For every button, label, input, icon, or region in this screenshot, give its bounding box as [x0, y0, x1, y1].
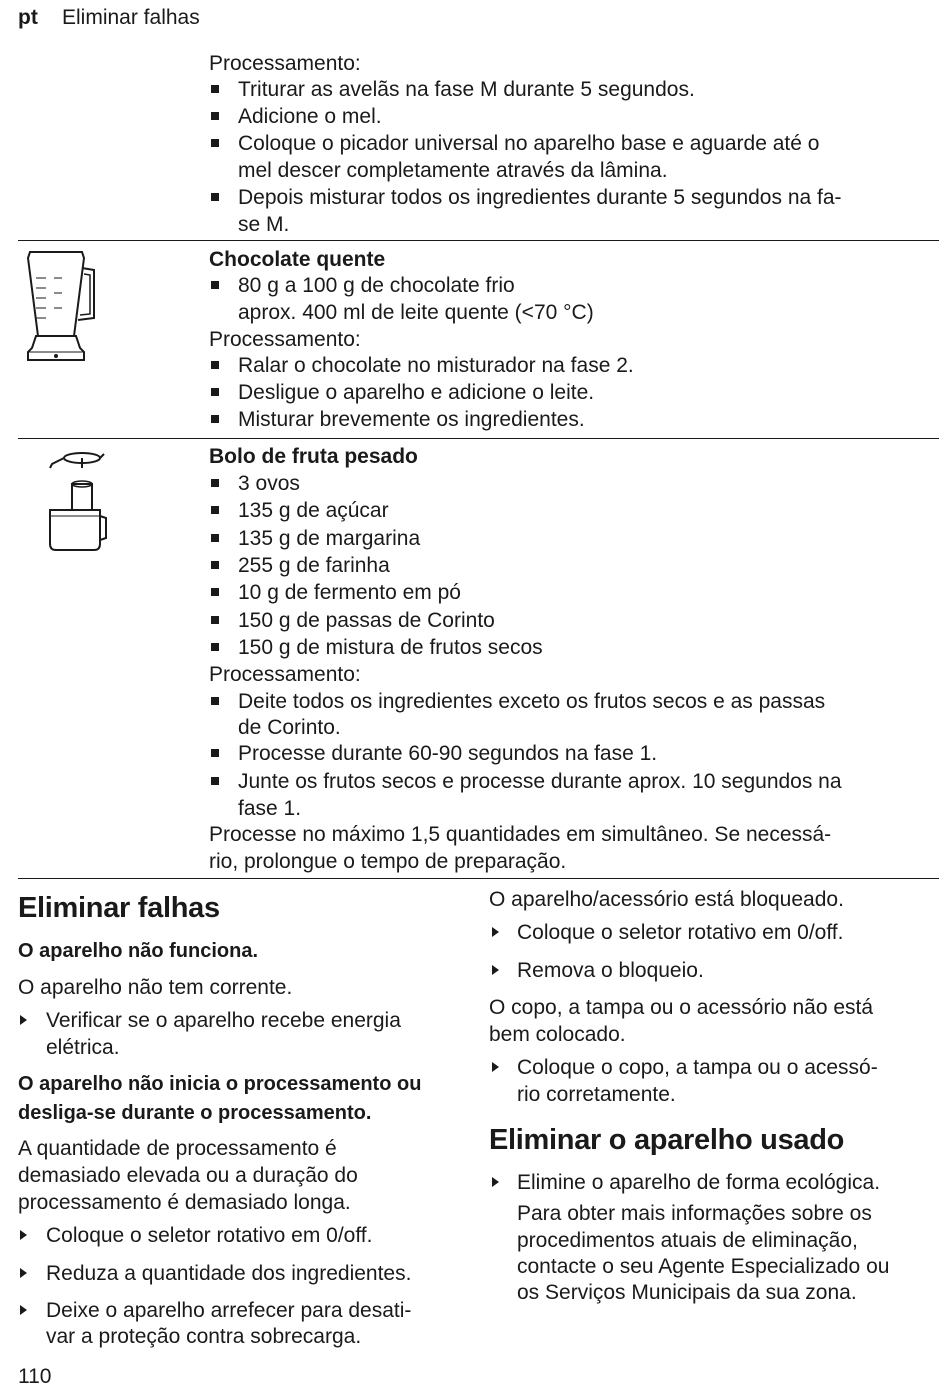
recipe-step: Triturar as avelãs na fase M durante 5 segundos. [238, 78, 695, 101]
bullet-square-icon [211, 479, 219, 487]
arrow-bullet-icon [20, 1230, 27, 1240]
bullet-square-icon [211, 561, 219, 569]
arrow-bullet-icon [492, 1062, 499, 1072]
recipe-step-continued: de Corinto. [238, 716, 341, 739]
ingredient: aprox. 400 ml de leite quente (<70 °C) [238, 301, 594, 324]
fault-action: Coloque o copo, a tampa ou o acessó- [517, 1056, 878, 1079]
recipe-step-continued: fase 1. [238, 797, 302, 820]
fault-action: Verificar se o aparelho recebe energia [46, 1009, 401, 1032]
recipe-step: Adicione o mel. [238, 105, 382, 128]
disposal-info: contacte o seu Agente Especializado ou [517, 1255, 890, 1278]
arrow-bullet-icon [492, 965, 499, 975]
bullet-square-icon [211, 193, 219, 201]
ingredient: 3 ovos [238, 472, 300, 495]
fault-action-continued: var a proteção contra sobrecarga. [46, 1325, 362, 1348]
arrow-bullet-icon [492, 1177, 499, 1187]
ingredient: 80 g a 100 g de chocolate frio [238, 274, 515, 297]
section-divider [18, 438, 939, 439]
fault-action: Coloque o seletor rotativo em 0/off. [517, 921, 844, 944]
disposal-action: Elimine o aparelho de forma ecológica. [517, 1171, 881, 1194]
page-number: 110 [18, 1365, 52, 1388]
fault-heading: O aparelho não inicia o processamento ou [18, 1073, 422, 1095]
fault-action: Reduza a quantidade dos ingredientes. [46, 1262, 412, 1285]
recipe-note: rio, prolongue o tempo de preparação. [209, 850, 567, 873]
bullet-square-icon [211, 749, 219, 757]
bullet-square-icon [211, 697, 219, 705]
fault-cause: A quantidade de processamento é [18, 1137, 337, 1160]
bullet-square-icon [211, 112, 219, 120]
arrow-bullet-icon [20, 1015, 27, 1025]
recipe-step: Ralar o chocolate no misturador na fase 2. [238, 354, 634, 377]
bullet-square-icon [211, 415, 219, 423]
bullet-square-icon [211, 534, 219, 542]
bullet-square-icon [211, 506, 219, 514]
blender-jug-icon [22, 248, 102, 368]
fault-cause-continued: processamento é demasiado longa. [18, 1191, 351, 1214]
bullet-square-icon [211, 643, 219, 651]
recipe-note: Processe no máximo 1,5 quantidades em simultâneo. Se necessá- [209, 823, 832, 846]
arrow-bullet-icon [492, 927, 499, 937]
fault-cause-continued: demasiado elevada ou a duração do [18, 1164, 358, 1187]
processing-label: Processamento: [209, 328, 361, 351]
disposal-info: os Serviços Municipais da sua zona. [517, 1281, 857, 1304]
bullet-square-icon [211, 777, 219, 785]
running-header-title: Eliminar falhas [62, 6, 200, 29]
section-divider [18, 240, 939, 241]
fault-cause: O aparelho/acessório está bloqueado. [489, 888, 844, 911]
food-processor-bowl-icon [44, 444, 110, 556]
recipe-step: Misturar brevemente os ingredientes. [238, 408, 585, 431]
disposal-info: procedimentos atuais de eliminação, [517, 1229, 858, 1252]
recipe-step: Coloque o picador universal no aparelho base e aguarde até o [238, 132, 820, 155]
arrow-bullet-icon [20, 1268, 27, 1278]
section-divider [18, 878, 939, 879]
bullet-square-icon [211, 139, 219, 147]
fault-heading: O aparelho não funciona. [18, 940, 259, 962]
ingredient: 255 g de farinha [238, 554, 390, 577]
bullet-square-icon [211, 388, 219, 396]
processing-label: Processamento: [209, 663, 361, 686]
bullet-square-icon [211, 588, 219, 596]
fault-cause-continued: bem colocado. [489, 1023, 626, 1046]
fault-heading-continued: desliga-se durante o processamento. [18, 1102, 372, 1124]
recipe-step-continued: mel descer completamente através da lâmina. [238, 159, 668, 182]
fault-cause: O copo, a tampa ou o acessório não está [489, 996, 874, 1019]
processing-label: Processamento: [209, 52, 361, 75]
recipe-step: Desligue o aparelho e adicione o leite. [238, 381, 595, 404]
section-title: Eliminar o aparelho usado [489, 1124, 845, 1156]
arrow-bullet-icon [20, 1305, 27, 1315]
fault-action: Deixe o aparelho arrefecer para desati- [46, 1299, 412, 1322]
fault-action: Coloque o seletor rotativo em 0/off. [46, 1224, 373, 1247]
ingredient: 150 g de mistura de frutos secos [238, 636, 543, 659]
recipe-step: Junte os frutos secos e processe durante aprox. 10 segundos na [238, 770, 842, 793]
fault-action-continued: rio corretamente. [517, 1083, 676, 1106]
recipe-step: Deite todos os ingredientes exceto os frutos secos e as passas [238, 690, 826, 713]
bullet-square-icon [211, 616, 219, 624]
recipe-step: Processe durante 60-90 segundos na fase 1. [238, 742, 658, 765]
recipe-step: Depois misturar todos os ingredientes durante 5 segundos na fa- [238, 186, 842, 209]
language-code: pt [18, 6, 38, 29]
recipe-step-continued: se M. [238, 213, 290, 236]
section-title: Eliminar falhas [18, 892, 220, 924]
recipe-title: Chocolate quente [209, 248, 386, 271]
recipe-title: Bolo de fruta pesado [209, 445, 418, 468]
fault-cause: O aparelho não tem corrente. [18, 976, 293, 999]
bullet-square-icon [211, 281, 219, 289]
ingredient: 150 g de passas de Corinto [238, 609, 495, 632]
disposal-info: Para obter mais informações sobre os [517, 1202, 872, 1225]
fault-action: Remova o bloqueio. [517, 959, 704, 982]
ingredient: 135 g de margarina [238, 527, 421, 550]
bullet-square-icon [211, 85, 219, 93]
ingredient: 135 g de açúcar [238, 499, 389, 522]
bullet-square-icon [211, 361, 219, 369]
fault-action-continued: elétrica. [46, 1036, 120, 1059]
ingredient: 10 g de fermento em pó [238, 581, 461, 604]
